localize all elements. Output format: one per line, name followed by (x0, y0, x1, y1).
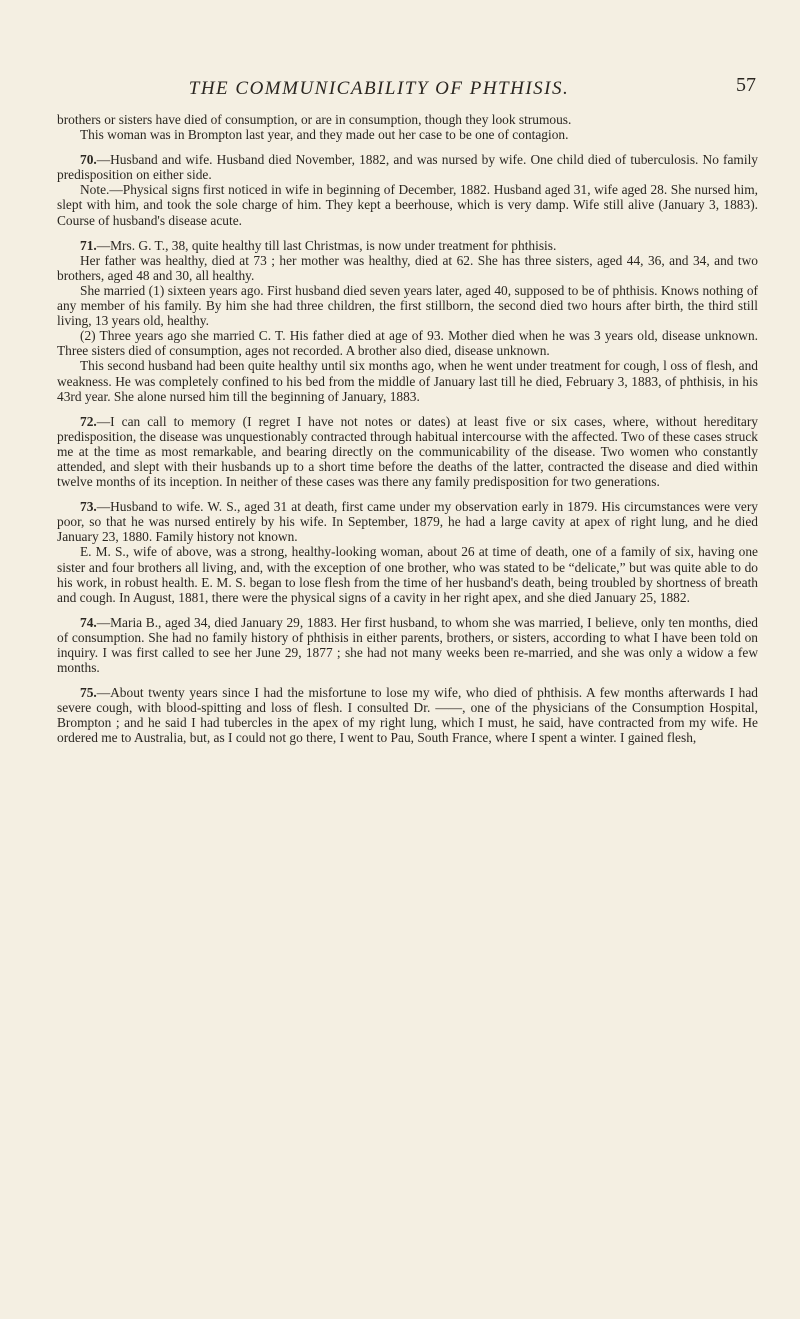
paragraph: Note.—Physical signs first noticed in wife in beginning of December, 1882. Husband aged 31, wife aged 28. She nursed him, slept with him, and took the sole charge of him. They kept a beerhouse, which is very damp. Wife still alive (January 3, 1883). Course of husband's disease acute. (57, 182, 758, 228)
case-75: 75.—About twenty years since I had the misfortune to lose my wife, who died of phthisis. A few months afterwards I had severe cough, with blood-spitting and loss of flesh. I consulted Dr. ——, one of the physicians of the Consumption Hospital, Brompton ; and he said I had tubercles in the apex of my right lung, which I must, he said, have contracted from my wife. He ordered me to Australia, but, as I could not go there, I went to Pau, South France, where I spent a winter. I gained flesh, (57, 685, 758, 746)
running-title: THE COMMUNICABILITY OF PHTHISIS. (188, 78, 570, 99)
paragraph: E. M. S., wife of above, was a strong, healthy-looking woman, about 26 at time of death, one of a family of six, having one sister and four brothers all living, and, with the exception of one brother, who was stated to be “delicate,” but was quite able to do his work, in robust health. E. M. S. began to lose flesh from the time of her husband's death, being troubled by shortness of breath and cough. In August, 1881, there were the physical signs of a cavity in her right apex, and she died January 25, 1882. (57, 544, 758, 605)
case-number: 73. (80, 499, 97, 515)
case-70: 70.—Husband and wife. Husband died November, 1882, and was nursed by wife. One child died of tuberculosis. No family predisposition on either side. (57, 152, 758, 183)
case-number: 75. (80, 685, 97, 701)
case-74: 74.—Maria B., aged 34, died January 29, 1883. Her first husband, to whom she was married, I believe, only ten months, died of consumption. She had no family history of phthisis in either parents, brothers, or sisters, according to what I have been told on inquiry. I was first called to see her June 29, 1877 ; she had not many weeks been re-married, and she was only a widow a few months. (57, 614, 758, 676)
case-number: 74. (80, 614, 97, 630)
case-73: 73.—Husband to wife. W. S., aged 31 at death, first came under my observation early in 1879. His circumstances were very poor, so that he was nursed entirely by his wife. In September, 1879, he had a large cavity at apex of right lung, and he died January 23, 1880. Family history not known. (57, 499, 758, 545)
case-72: 72.—I can call to memory (I regret I have not notes or dates) at least five or six cases, where, without hereditary predisposition, the disease was unquestionably contracted through habitual intercourse with the affected. Two of these cases struck me at the time as most remarkable, and bearing directly on the communicability of the disease. Two women who constantly attended, and slept with their husbands up to a short time before the deaths of the latter, contracted the disease and died within twelve months of its inception. In neither of these cases was there any family predisposition for two generations. (57, 413, 758, 490)
body-text (57, 112, 758, 746)
page-number: 57 (736, 74, 756, 96)
case-number: 71. (80, 237, 97, 253)
case-number: 70. (80, 152, 97, 168)
paragraph: Her father was healthy, died at 73 ; her mother was healthy, died at 62. She has three sisters, aged 44, 36, and 34, and two brothers, aged 48 and 30, all healthy. (57, 252, 758, 283)
paragraph: She married (1) sixteen years ago. First husband died seven years later, aged 40, supposed to be of phthisis. Knows nothing of any member of his family. By him she had three children, the first stillborn, the second died two hours after birth, the third still living, 13 years old, healthy. (57, 282, 758, 329)
paragraph: This second husband had been quite healthy until six months ago, when he went under treatment for cough, l oss of flesh, and weakness. He was completely confined to his bed from the middle of January last till he died, February 3, 1883, of phthisis, in his 43rd year. She alone nursed him till the beginning of January, 1883. (57, 358, 758, 404)
case-71: 71.—Mrs. G. T., 38, quite healthy till last Christmas, is now under treatment for phthisis. (80, 237, 557, 253)
paragraph: This woman was in Brompton last year, and they made out her case to be one of contagion. (80, 127, 569, 143)
case-number: 72. (80, 413, 97, 429)
paragraph: (2) Three years ago she married C. T. His father died at age of 93. Mother died when he was 3 years old, disease unknown. Three sisters died of consumption, ages not recorded. A brother also died, disease unknown. (57, 328, 758, 359)
paragraph: brothers or sisters have died of consumption, or are in consumption, though they look strumous. (57, 112, 572, 127)
